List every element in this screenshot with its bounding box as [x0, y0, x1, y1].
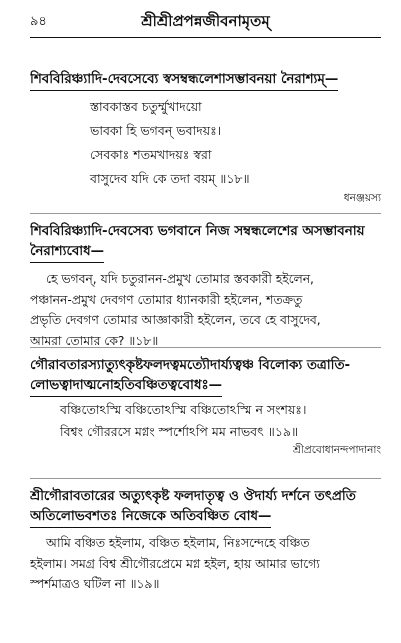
heading-text: শিববিরিঞ্চ্যাদি-দেবসেব্যে স্বসম্বন্ধলেশাসম্ভাবনয়া নৈরাশ্যম্— — [30, 70, 338, 91]
verse-line: স্তাবকাস্তব চতুর্ম্মুখাদয়ো — [90, 99, 202, 114]
verse-line: ভাবকা হি ভগবন্ ভবাদয়ঃ। — [90, 123, 222, 138]
section-divider — [30, 478, 381, 479]
section-bengali-commentary-18 — [30, 222, 381, 351]
section-sanskrit-verse-19 — [30, 356, 381, 457]
section-heading-line: শ্রীগৌরাবতারের অত্যুৎকৃষ্ট ফলদাতৃত্ব ও ঔদার্য্য দর্শনে তৎপ্রতি — [30, 489, 356, 504]
prose-line: স্পর্শমাত্রও ঘটিল না ॥১৯॥ — [30, 577, 160, 591]
verse-attribution: ধনঞ্জয়স্য — [343, 192, 381, 204]
verse-attribution: শ্রীপ্রবোধানন্দপাদানাং — [292, 444, 381, 456]
running-title: শ্রীশ্রীপ্রপন্নজীবনামৃতম্ — [141, 12, 270, 30]
section-divider — [30, 213, 381, 214]
prose-text: আমি বঞ্চিত হইলাম, বঞ্চিত হইলাম, নিঃসন্দেহে বঞ্চিত — [46, 536, 310, 550]
verse-line: বিশ্বং গৌররসে মগ্নং স্পর্শোঽপি মম নাভবৎ ॥১৯॥ — [60, 424, 299, 439]
page-number: ৯৪ — [30, 14, 47, 29]
section-heading-line: শিববিরিঞ্চ্যাদি-দেবসেব্য ভগবানে নিজ সম্বন্ধলেশের অসম্ভাবনায় — [30, 224, 365, 239]
section-divider — [30, 347, 381, 348]
prose-text: হে ভগবন্, যদি চতুরানন-প্রমুখ তোমার স্তবকারী হইলেন, — [46, 272, 314, 286]
header-rule — [30, 37, 381, 38]
section-sanskrit-verse-18 — [30, 70, 381, 205]
prose-line: আমরা তোমার কে? ॥১৮॥ — [30, 333, 159, 348]
section-bengali-commentary-19 — [30, 487, 381, 595]
section-heading-line — [30, 242, 381, 263]
prose-line: প্রভৃতি দেবগণ তোমার আজ্ঞাকারী হইলেন, তবে হে বাসুদেব, — [30, 313, 321, 327]
prose-line — [30, 269, 381, 290]
heading-text: নৈরাশ্যবোধ— — [30, 242, 104, 263]
prose-line — [30, 533, 381, 554]
section-heading-line — [30, 376, 381, 397]
heading-text: অতিলোভবশতঃ নিজেকে অতিবঞ্চিত বোধ— — [30, 507, 271, 528]
heading-text: লোভত্বাদাত্মনোহতিবঞ্চিতত্ববোধঃ— — [30, 376, 222, 397]
section-heading — [30, 70, 381, 91]
verse-line: বাসুদেব যদি কে তদা বয়ম্ ॥১৮॥ — [90, 171, 250, 186]
verse-line: বঞ্চিতোঽস্মি বঞ্চিতোঽস্মি বঞ্চিতোঽস্মি ন সংশয়ঃ। — [60, 402, 307, 417]
prose-line: হইলাম। সমগ্র বিশ্ব শ্রীগৌরপ্রেমে মগ্ন হইল, হায় আমার ভাগ্যে — [30, 556, 320, 571]
prose-line: পঞ্চানন-প্রমুখ দেবগণ তোমার ধ্যানকারী হইলেন, শতক্রতু — [30, 292, 303, 307]
page-header — [30, 10, 381, 36]
section-heading-line — [30, 507, 381, 528]
section-heading-line: গৌরাবতারস্যাত্যুৎকৃষ্টফলদত্বমত্যৌদার্য্যত্বঞ্চ বিলোক্য তত্রাতি- — [30, 358, 351, 373]
verse-line: সেবকাঃ শতমখাদয়ঃ স্বরা — [90, 147, 212, 162]
